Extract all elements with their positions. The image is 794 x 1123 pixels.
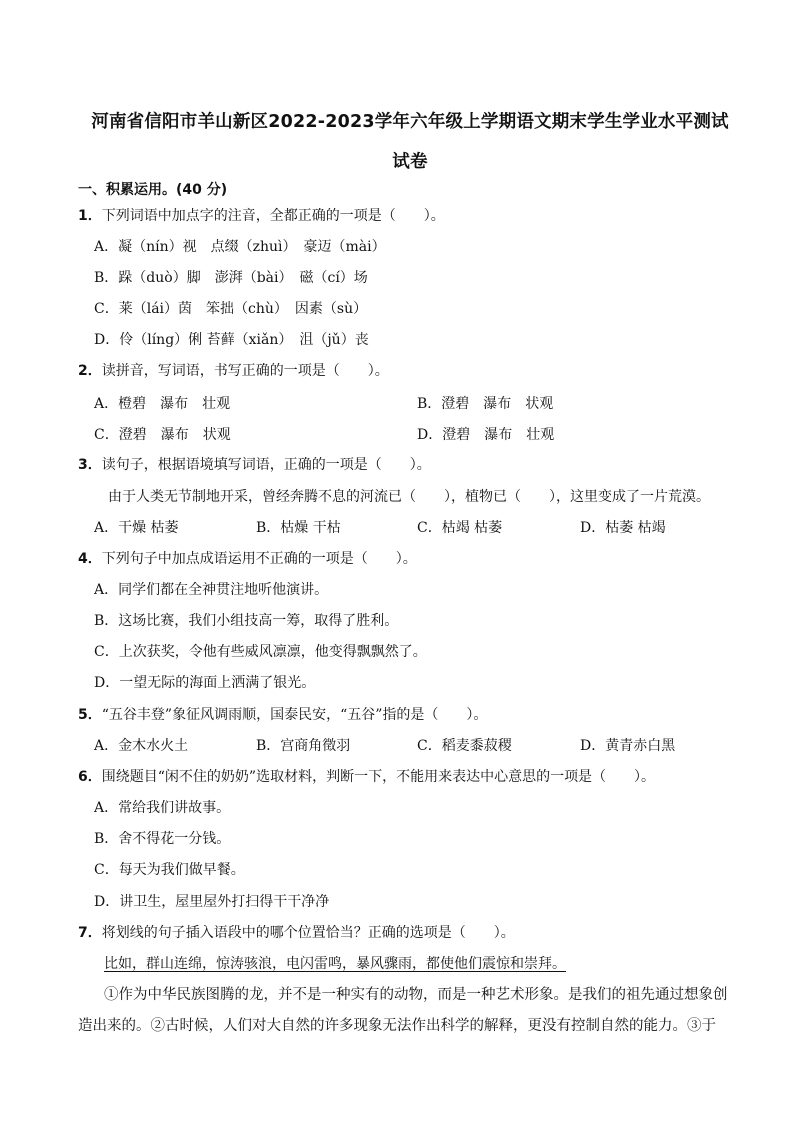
question-stem: 读句子，根据语境填写词语，正确的一项是（ ）。 <box>101 457 431 473</box>
q1-option-d: D．伶（líng）俐 苔藓（xiǎn） 沮（jǔ）丧 <box>94 332 369 348</box>
q5-option-b: B．宫商角徵羽 <box>256 738 351 754</box>
question-stem: 将划线的句子插入语段中的哪个位置恰当？正确的选项是（ ）。 <box>101 925 515 941</box>
q2-option-b: B．澄碧 瀑布 状观 <box>417 396 554 412</box>
q5-option-d: D．黄青赤白黑 <box>580 738 676 754</box>
question-number: 7． <box>78 925 102 941</box>
q2-option-a: A．橙碧 瀑布 壮观 <box>94 396 231 412</box>
q7-underlined-sentence: 比如，群山连绵，惊涛骇浪，电闪雷鸣，暴风骤雨，都使他们震惊和崇拜。 <box>104 956 566 972</box>
question-number: 6． <box>78 769 102 785</box>
q3-option-b: B．枯燥 干枯 <box>256 520 341 536</box>
q7-passage-line1: ①作为中华民族图腾的龙，并不是一种实有的动物，而是一种艺术形象。是我们的祖先通过想象创 <box>104 987 728 1003</box>
question-4 <box>78 549 417 569</box>
q4-option-d: D．一望无际的海面上洒满了银光。 <box>94 675 316 691</box>
question-6 <box>78 767 655 787</box>
question-number: 1． <box>78 208 102 224</box>
q6-option-d: D．讲卫生，屋里屋外打扫得干干净净 <box>94 894 330 910</box>
q5-option-c: C．稻麦黍菽稷 <box>417 738 512 754</box>
q3-option-a: A．干燥 枯萎 <box>94 520 179 536</box>
question-number: 4． <box>78 551 102 567</box>
q1-option-c: C．莱（lái）茵 笨拙（chù） 因素（sù） <box>94 301 368 317</box>
q2-option-d: D．澄碧 瀑布 壮观 <box>417 427 555 443</box>
q7-passage-line2: 造出来的。②古时候，人们对大自然的许多现象无法作出科学的解释，更没有控制自然的能力。③于 <box>78 1018 716 1034</box>
question-stem: “五谷丰登”象征风调雨顺，国泰民安，“五谷”指的是（ ）。 <box>101 707 488 723</box>
question-stem: 下列词语中加点字的注音，全都正确的一项是（ ）。 <box>101 208 445 224</box>
q3-sentence: 由于人类无节制地开采，曾经奔腾不息的河流已（ ），植物已（ ），这里变成了一片荒漠。 <box>108 489 710 505</box>
question-stem: 围绕题目“闲不住的奶奶”选取材料，判断一下，不能用来表达中心意思的一项是（ ）。 <box>101 769 656 785</box>
q4-option-b: B．这场比赛，我们小组技高一筹，取得了胜利。 <box>94 613 399 629</box>
q1-option-a: A．凝（nín）视 点缀（zhuì） 豪迈（mài） <box>94 239 386 255</box>
question-2 <box>78 361 389 381</box>
q4-option-c: C．上次获奖，令他有些威风凛凛，他变得飘飘然了。 <box>94 644 427 660</box>
exam-title-line1: 河南省信阳市羊山新区2022-2023学年六年级上学期语文期末学生学业水平测试 <box>91 112 729 132</box>
question-3 <box>78 455 431 475</box>
q3-option-c: C．枯竭 枯萎 <box>417 520 503 536</box>
question-1 <box>78 206 445 226</box>
question-5 <box>78 705 487 725</box>
section-heading: 一、积累运用。(40 分) <box>78 182 228 198</box>
question-number: 5． <box>78 707 102 723</box>
q6-option-c: C．每天为我们做早餐。 <box>94 862 245 878</box>
q6-option-b: B．舍不得花一分钱。 <box>94 831 231 847</box>
question-number: 3． <box>78 457 102 473</box>
exam-title-line2: 试卷 <box>392 152 428 172</box>
q5-option-a: A．金木水火土 <box>94 738 189 754</box>
question-stem: 读拼音，写词语，书写正确的一项是（ ）。 <box>101 363 389 379</box>
q3-option-d: D．枯萎 枯竭 <box>580 520 666 536</box>
q4-option-a: A．同学们都在全神贯注地听他演讲。 <box>94 582 329 598</box>
question-stem: 下列句子中加点成语运用不正确的一项是（ ）。 <box>101 551 417 567</box>
q1-option-b: B．跺（duò）脚 澎湃（bài） 磁（cí）场 <box>94 270 368 286</box>
q2-option-c: C．澄碧 瀑布 状观 <box>94 427 231 443</box>
question-7 <box>78 923 515 943</box>
q6-option-a: A．常给我们讲故事。 <box>94 800 231 816</box>
question-number: 2． <box>78 363 102 379</box>
